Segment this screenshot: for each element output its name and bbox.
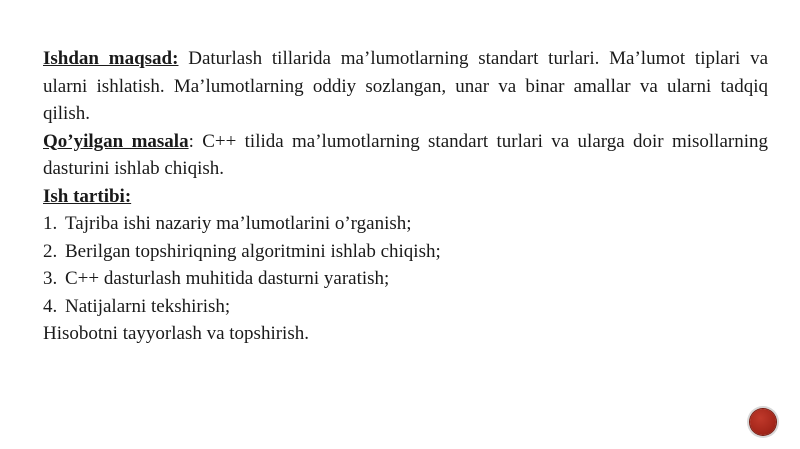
procedure-label: Ish tartibi: bbox=[43, 185, 132, 207]
circle-icon bbox=[750, 409, 776, 435]
task-colon: : bbox=[188, 130, 194, 152]
task-label: Qo’yilgan masala bbox=[43, 130, 189, 152]
goal-label: Ishdan maqsad: bbox=[43, 48, 179, 69]
list-item-text: C++ dasturlash muhitida dasturni yaratish; bbox=[65, 268, 390, 289]
list-item-number: 2. bbox=[43, 240, 58, 262]
list-item-text: Natijalarni tekshirish; bbox=[65, 295, 231, 317]
list-item bbox=[43, 265, 768, 293]
list-item-number: 4. bbox=[43, 295, 58, 317]
slide-nav-button[interactable] bbox=[747, 406, 779, 438]
list-item bbox=[43, 293, 768, 321]
list-item-text: Tajriba ishi nazariy ma’lumotlarini o’rganish; bbox=[65, 213, 412, 234]
final-line: Hisobotni tayyorlash va topshirish. bbox=[43, 323, 309, 344]
list-item-number: 3. bbox=[43, 268, 58, 289]
list-item-number: 1. bbox=[43, 213, 58, 234]
list-item-text: Berilgan topshiriqning algoritmini ishlab chiqish; bbox=[65, 240, 441, 262]
procedure-list bbox=[43, 210, 768, 320]
goal-paragraph bbox=[43, 45, 768, 128]
goal-text: Daturlash tillarida ma’lumotlarning standart turlari. Ma’lumot tiplari va ularni ishlatish. Ma’lumotlarning oddiy sozlangan, unar va binar amallar va ularni tadqiq qilish. bbox=[43, 48, 769, 124]
list-item bbox=[43, 210, 768, 238]
list-item bbox=[43, 238, 768, 266]
procedure-heading bbox=[43, 183, 768, 211]
task-text: C++ tilida ma’lumotlarning standart turlari va ularga doir misollarning dasturini ishlab chiqish. bbox=[43, 130, 768, 179]
task-paragraph bbox=[43, 128, 768, 183]
slide-content bbox=[43, 45, 768, 348]
